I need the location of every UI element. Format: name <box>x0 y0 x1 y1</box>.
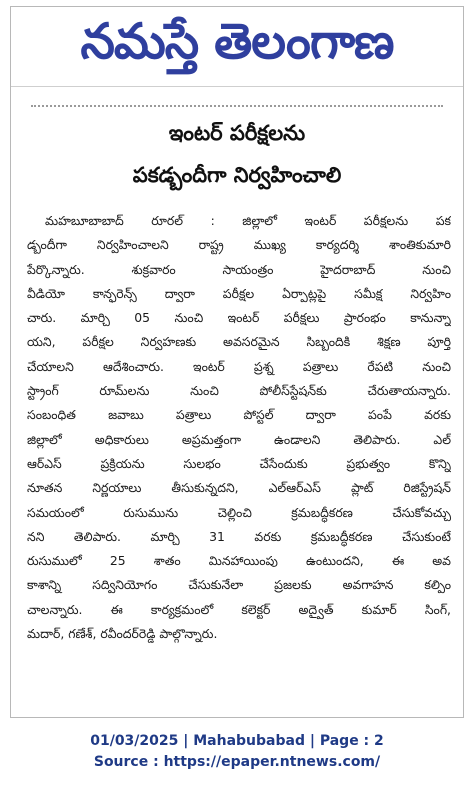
article-line: చేయాలని ఆదేశించారు. ఇంటర్ ప్రశ్న పత్రాలు రేపటి నుంచి <box>27 358 451 374</box>
dotted-divider <box>31 105 443 107</box>
headline-line-1: ఇంటర్ పరీక్షలను <box>168 121 306 145</box>
article-line: సంబంధిత జవాబు పత్రాలు పోస్టల్ ద్వారా పంపే వరకు <box>27 407 451 423</box>
article-line: జిల్లాలో అధికారులు అప్రమత్తంగా ఉండాలని తెలిపారు. ఎల్ <box>27 431 451 447</box>
article-line: నూతన నిర్ణయాలు తీసుకున్నదని, ఎల్ఆర్ఎస్ ప్లాట్ రిజిస్ట్రేషన్ <box>27 480 451 496</box>
article-line: కాశాన్ని సద్వినియోగం చేసుకునేలా ప్రజలకు అవగాహన కల్పిం <box>27 577 451 593</box>
article-line: పేర్కొన్నారు. శుక్రవారం సాయంత్రం హైదరాబాద్ నుంచి <box>27 261 451 277</box>
article-body <box>27 209 451 646</box>
footer-date-page: 01/03/2025 | Mahabubabad | Page : 2 <box>90 733 384 749</box>
article-line: మదార్, గణేశ్, రవీందర్‌రెడ్డి పాల్గొన్నారు. <box>27 626 218 642</box>
article-line: రుసుములో 25 శాతం మినహాయింపు ఉంటుందని, ఈ అవ <box>27 553 451 569</box>
footer-source: Source : https://epaper.ntnews.com/ <box>93 754 381 770</box>
article-line: స్ట్రాంగ్ రూమ్‌లను నుంచి పోలీస్‌స్టేషన్‌కు చేరుతాయన్నారు. <box>27 383 451 399</box>
masthead <box>11 9 463 87</box>
masthead-title: నమస్తే తెలంగాణ <box>80 13 394 70</box>
article-line: ఆర్ఎస్ ప్రక్రియను సులభం చేసేందుకు ప్రభుత్వం కొన్ని <box>27 455 451 471</box>
article-line: చాలన్నారు. ఈ కార్యక్రమంలో కలెక్టర్ అద్వైత్ కుమార్ సింగ్, <box>27 601 451 617</box>
article-line: చారు. మార్చి 05 నుంచి ఇంటర్ పరీక్షలు ప్రారంభం కానున్నా <box>27 310 451 326</box>
article-line: సమయంలో రుసుమును చెల్లించి క్రమబద్ధీకరణ చేసుకోవచ్చు <box>27 504 451 520</box>
article-line: వీడియో కాన్ఫరెన్స్ ద్వారా పరీక్షల ఏర్పాట్లపై సమీక్ష నిర్వహిం <box>27 285 451 301</box>
headline-line-2: పకడ్బందీగా నిర్వహించాలి <box>132 163 342 187</box>
article-line: డ్బందీగా నిర్వహించాలని రాష్ట్ర ముఖ్య కార్యదర్శి శాంతికుమారి <box>27 237 451 253</box>
news-clipping <box>10 6 464 718</box>
article-line: యని, పరీక్షల నిర్వహణకు అవసరమైన సిబ్బందికి శిక్షణ పూర్తి <box>27 334 451 350</box>
article-line: నని తెలిపారు. మార్చి 31 వరకు క్రమబద్ధీకరణ చేసుకుంటే <box>27 528 451 544</box>
article-line: మహబూబాబాద్ రూరల్ : జిల్లాలో ఇంటర్ పరీక్షలను పక <box>45 213 451 228</box>
